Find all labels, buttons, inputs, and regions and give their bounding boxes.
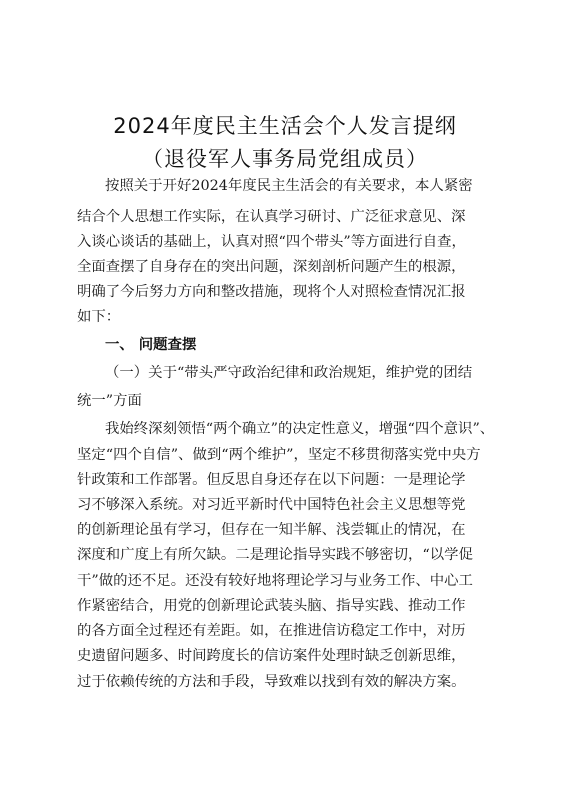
paragraph-line: 过于依赖传统的方法和手段，导致难以找到有效的解决方案。	[77, 674, 466, 690]
paragraph-line: 如下：	[77, 309, 121, 325]
paragraph-line: 的各方面全过程还有差距。如，在推进信访稳定工作中，对历	[77, 623, 466, 639]
paragraph-line: 全面查摆了自身存在的突出问题，深刻剖析问题产生的根源，	[77, 259, 466, 275]
paragraph-line: 结合个人思想工作实际，在认真学习研讨、广泛征求意见、深	[77, 209, 466, 225]
paragraph-line: 坚定“四个自信”、做到“两个维护”，坚定不移贯彻落实党中央方	[77, 447, 481, 463]
paragraph-line: 深度和广度上有所欠缺。二是理论指导实践不够密切，“以学促	[77, 547, 473, 563]
paragraph-line: 史遗留问题多、时间跨度长的信访案件处理时缺乏创新思维，	[77, 648, 466, 664]
paragraph-line: 干”做的还不足。还没有较好地将理论学习与业务工作、中心工	[77, 573, 473, 589]
paragraph-line: 的创新理论虽有学习，但存在一知半解、浅尝辄止的情况，在	[77, 522, 466, 538]
paragraph-line: 针政策和工作部署。但反思自身还存在以下问题：一是理论学	[77, 472, 466, 488]
paragraph-line: 我始终深刻领悟“两个确立”的决定性意义，增强“四个意识”、	[105, 421, 495, 437]
paragraph-line: 习不够深入系统。对习近平新时代中国特色社会主义思想等党	[77, 497, 466, 513]
subsection-heading: （一）关于“带头严守政治纪律和政治规矩，维护党的团结	[105, 365, 473, 381]
document-title: 2024年度民主生活会个人发言提纲	[113, 114, 457, 138]
section-heading: 一、 问题查摆	[105, 337, 197, 353]
paragraph-line: 作紧密结合，用党的创新理论武装头脑、指导实践、推动工作	[77, 598, 466, 614]
paragraph-line: 入谈心谈话的基础上，认真对照“四个带头”等方面进行自查，	[77, 234, 466, 250]
document-subtitle: （退役军人事务局党组成员）	[142, 147, 428, 171]
paragraph-line: 明确了今后努力方向和整改措施，现将个人对照检查情况汇报	[77, 284, 466, 300]
subsection-heading-continued: 统一”方面	[77, 393, 142, 409]
paragraph-line: 按照关于开好2024年度民主生活会的有关要求，本人紧密	[105, 178, 473, 194]
